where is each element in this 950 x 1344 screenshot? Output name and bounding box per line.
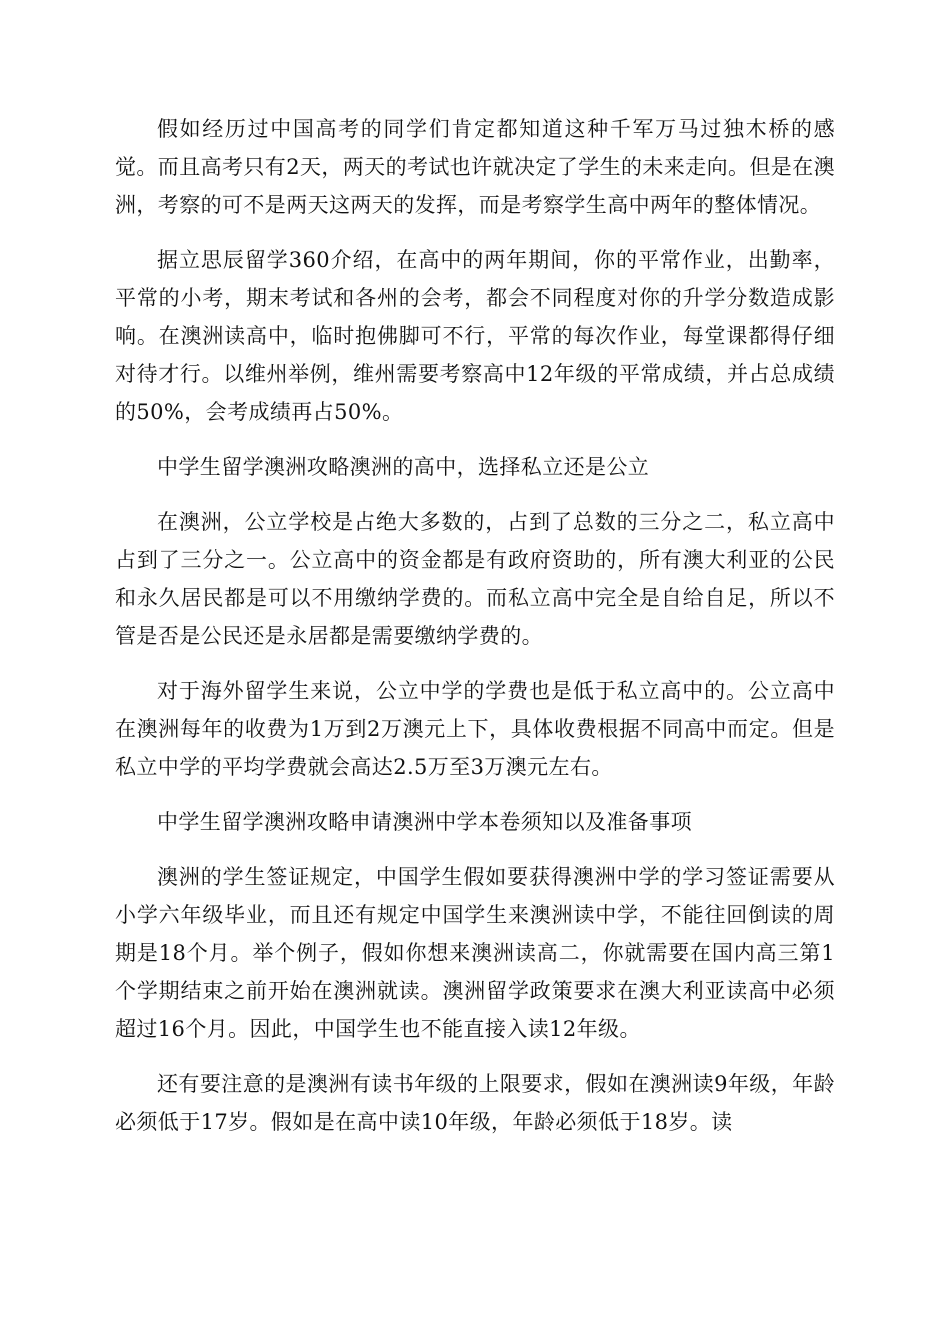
section-heading-private-vs-public: 中学生留学澳洲攻略澳洲的高中，选择私立还是公立 [157,455,650,479]
paragraph-tuition-fees: 对于海外留学生来说，公立中学的学费也是低于私立高中的。公立高中在澳洲每年的收费为1万到2万澳元上下，具体收费根据不同高中而定。但是私立中学的平均学费就会高达2.5万至3万澳元左右。 [115,679,835,779]
paragraph-assessment-details: 据立思辰留学360介绍，在高中的两年期间，你的平常作业，出勤率，平常的小考，期末考试和各州的会考，都会不同程度对你的升学分数造成影响。在澳洲读高中，临时抱佛脚可不行，平常的每次作业，每堂课都得仔细对待才行。以维州举例，维州需要考察高中12年级的平常成绩，并占总成绩的50%，会考成绩再占50%。 [115,248,835,424]
section-heading-application-notes: 中学生留学澳洲攻略申请澳洲中学本卷须知以及准备事项 [157,810,692,834]
paragraph-student-visa: 澳洲的学生签证规定，中国学生假如要获得澳洲中学的学习签证需要从小学六年级毕业，而且还有规定中国学生来澳洲读中学，不能往回倒读的周期是18个月。举个例子，假如你想来澳洲读高二，你就需要在国内高三第1个学期结束之前开始在澳洲就读。澳洲留学政策要求在澳大利亚读高中必须超过16个月。因此，中国学生也不能直接入读12年级。 [115,865,835,1041]
document-body [115,110,835,1158]
paragraph-age-limits: 还有要注意的是澳洲有读书年级的上限要求，假如在澳洲读9年级，年龄必须低于17岁。假如是在高中读10年级，年龄必须低于18岁。读 [115,1072,835,1134]
paragraph-public-private-ratio: 在澳洲，公立学校是占绝大多数的，占到了总数的三分之二，私立高中占到了三分之一。公立高中的资金都是有政府资助的，所有澳大利亚的公民和永久居民都是可以不用缴纳学费的。而私立高中完全是自给自足，所以不管是否是公民还是永居都是需要缴纳学费的。 [115,510,835,648]
paragraph-gaokao-comparison: 假如经历过中国高考的同学们肯定都知道这种千军万马过独木桥的感觉。而且高考只有2天，两天的考试也许就决定了学生的未来走向。但是在澳洲，考察的可不是两天这两天的发挥，而是考察学生高中两年的整体情况。 [115,117,835,217]
